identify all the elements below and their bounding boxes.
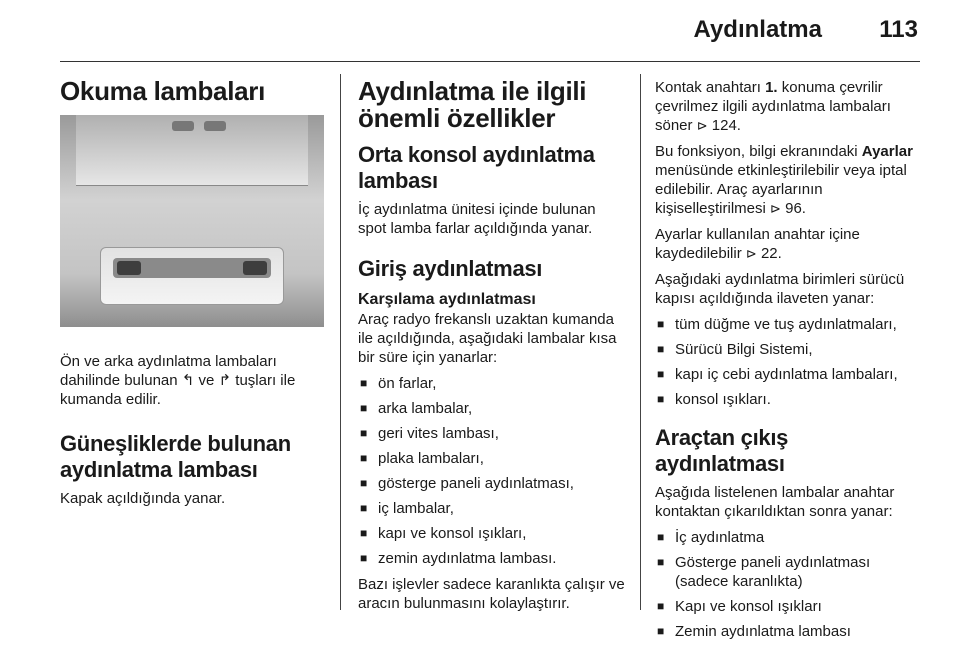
photo-upper-panel [76, 115, 308, 186]
page-ref-link[interactable]: 22. [760, 245, 782, 262]
list-item: ■ plaka lambaları, [358, 449, 628, 468]
list-item: ■ iç lambalar, [358, 499, 628, 518]
key-settings-text: Ayarlar kullanılan anahtar içine kaydedilebilir ⊳ 22. [655, 226, 860, 262]
heading-center-console-lamp: Orta konsol aydınlatma lambası [358, 142, 595, 193]
column-3 [655, 78, 920, 648]
reading-lamps-text: Ön ve arka aydınlatma lambaları dahilinde bulunan ↰ ve ↱ tuşları ile kumanda edilir. [60, 353, 296, 408]
list-item: ■ arka lambalar, [358, 399, 628, 418]
exit-lighting-text: Aşağıda listelenen lambalar anahtar kontaktan çıkarıldıktan sonra yanar: [655, 484, 895, 520]
sunvisor-lamp-text: Kapak açıldığında yanar. [60, 490, 226, 507]
welcome-lighting-list [358, 374, 628, 568]
lamp-left-icon: ↰ [181, 372, 195, 389]
center-console-text: İç aydınlatma ünitesi içinde bulunan spot lamba farlar açıldığında yanar. [358, 201, 596, 237]
column-2 [358, 78, 628, 620]
driver-door-list [655, 315, 920, 409]
list-item: ■ geri vites lambası, [358, 424, 628, 443]
photo-top-button-right [204, 121, 226, 131]
photo-right-lamp-button [243, 261, 267, 275]
photo-lamp-console [100, 247, 284, 305]
list-item: ■ Kapı ve konsol ışıkları [655, 597, 920, 616]
page-ref-icon: ⊳ [770, 201, 781, 216]
ignition-text: Kontak anahtarı 1. konuma çevrilir çevrilmez ilgili aydınlatma lambaları söner ⊳ 124. [655, 79, 891, 134]
heading-welcome-lighting: Karşılama aydınlatması [358, 291, 536, 308]
exit-lighting-list [655, 528, 920, 641]
list-item: ■ Zemin aydınlatma lambası [655, 622, 920, 641]
list-item: ■ ön farlar, [358, 374, 628, 393]
column-divider-2 [640, 74, 641, 610]
list-item: ■ Sürücü Bilgi Sistemi, [655, 340, 920, 359]
list-item: ■ konsol ışıkları. [655, 390, 920, 409]
list-item: ■ gösterge paneli aydınlatması, [358, 474, 628, 493]
heading-sunvisor-lamp: Güneşliklerde bulunan aydınlatma lambası [60, 431, 291, 482]
driver-door-text: Aşağıdaki aydınlatma birimleri sürücü kapısı açıldığında ilaveten yanar: [655, 271, 905, 307]
list-item: ■ tüm düğme ve tuş aydınlatmaları, [655, 315, 920, 334]
list-item: ■ İç aydınlatma [655, 528, 920, 547]
heading-exit-lighting: Araçtan çıkış aydınlatması [655, 425, 789, 476]
heading-entry-lighting: Giriş aydınlatması [358, 256, 543, 281]
heading-lighting-features: Aydınlatma ile ilgili önemli özellikler [358, 76, 587, 133]
photo-top-button-left [172, 121, 194, 131]
photo-button-strip [113, 258, 271, 278]
lamp-right-icon: ↱ [218, 372, 232, 389]
header-divider [60, 61, 920, 62]
heading-reading-lamps: Okuma lambaları [60, 76, 266, 106]
list-item: ■ Gösterge paneli aydınlatması (sadece karanlıkta) [655, 553, 920, 591]
column-1 [60, 78, 324, 515]
page-number: 113 [879, 16, 918, 43]
darkness-note-text: Bazı işlevler sadece karanlıkta çalışır ve aracın bulunmasını kolaylaştırır. [358, 576, 625, 612]
list-item: ■ kapı iç cebi aydınlatma lambaları, [655, 365, 920, 384]
page-ref-link[interactable]: 96. [785, 200, 806, 217]
page-ref-icon: ⊳ [696, 118, 708, 133]
column-divider-1 [340, 74, 341, 610]
list-item: ■ kapı ve konsol ışıkları, [358, 524, 628, 543]
list-item: ■ zemin aydınlatma lambası. [358, 549, 628, 568]
reading-lamp-photo [60, 115, 324, 327]
page-ref-link[interactable]: 124. [711, 117, 741, 134]
photo-left-lamp-button [117, 261, 141, 275]
welcome-lighting-text: Araç radyo frekanslı uzaktan kumanda ile açıldığında, aşağıdaki lambalar kısa bir süre için yanarlar: [358, 311, 617, 366]
page-ref-icon: ⊳ [745, 246, 757, 261]
settings-menu-text: Bu fonksiyon, bilgi ekranındaki Ayarlar menüsünde etkinleştirilebilir veya iptal edilebilir. Araç ayarlarının kişiselleştirilmesi ⊳ 96. [655, 143, 913, 217]
header-title: Aydınlatma [693, 16, 822, 43]
